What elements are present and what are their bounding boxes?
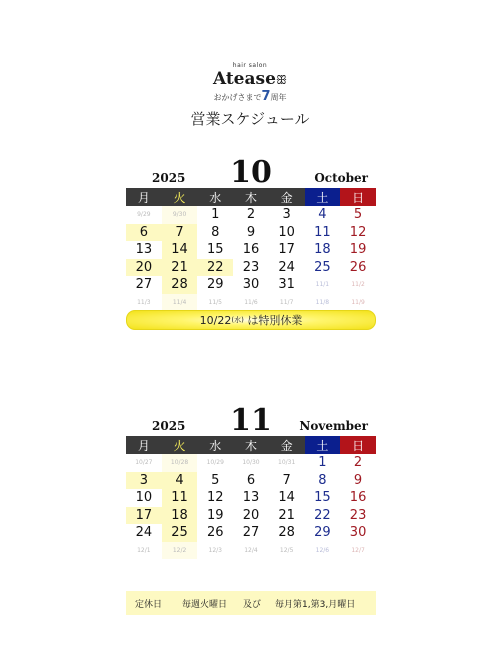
calendar-day: 28 (278, 525, 295, 541)
regular-holiday-note (126, 591, 376, 615)
calendar-day: 5 (211, 472, 220, 488)
calendar-day-closed: 25 (162, 524, 198, 542)
calendar-day: 23 (242, 259, 260, 275)
calendar-grid (126, 206, 376, 311)
calendar-day-closed: 22 (197, 259, 233, 277)
calendar-day: 27 (242, 525, 260, 541)
weekday-header: 金 (269, 436, 305, 454)
calendar-day: 12 (206, 490, 224, 506)
calendar-day: 3 (282, 207, 291, 223)
calendar-day: 4 (318, 207, 327, 223)
calendar-day: 30 (242, 277, 260, 293)
weekday-header: 土 (305, 188, 341, 206)
holiday-label: 定休日 (135, 599, 163, 610)
calendar-day-outside-month: 12/5 (279, 546, 294, 554)
calendar-day: 17 (278, 242, 295, 258)
calendar-day-outside-month: 11/3 (137, 298, 151, 306)
calendar-day: 26 (206, 525, 224, 541)
weekday-header: 火 (162, 188, 198, 206)
page-title: 営業スケジュール (190, 110, 310, 128)
weekday-header: 水 (197, 188, 233, 206)
calendar-day-outside-month: 12/6 (315, 546, 330, 554)
calendar-day-closed: 3 (126, 472, 162, 490)
calendar-day: 19 (206, 507, 224, 523)
calendar-year: 2025 (152, 419, 186, 433)
calendar-day: 27 (135, 277, 153, 293)
weekday-header: 月 (126, 436, 162, 454)
calendar-day: 30 (349, 525, 367, 541)
calendar-day-closed: 28 (162, 276, 198, 294)
calendar-day: 2 (353, 455, 363, 471)
logo-subtext: hair salon (232, 62, 268, 69)
calendar-day-outside-month: 10/31 (278, 459, 296, 467)
logo-ornament-icon: ꕥ (275, 73, 288, 87)
calendar-year: 2025 (152, 171, 186, 185)
calendar-day: 15 (314, 490, 331, 506)
calendar-day-outside-month: 11/7 (279, 298, 294, 306)
weekday-header-row (126, 188, 376, 206)
weekday-header: 木 (233, 436, 269, 454)
calendar-day: 1 (318, 455, 327, 471)
calendar-day: 13 (242, 490, 260, 506)
weekday-header: 月 (126, 188, 162, 206)
weekday-header: 土 (305, 436, 341, 454)
holiday-and: 及び (243, 599, 262, 610)
weekday-header: 木 (233, 188, 269, 206)
calendar-day: 10 (278, 224, 295, 240)
calendar-day-outside-month: 10/30 (242, 459, 260, 467)
weekday-header: 金 (269, 188, 305, 206)
calendar-day: 24 (135, 525, 153, 541)
calendar-day: 9 (246, 224, 256, 240)
calendar-header (126, 156, 376, 188)
calendar-day-outside-month: 12/3 (208, 546, 222, 554)
calendar-day-outside-month: 11/5 (208, 298, 222, 306)
calendar-day-closed: 21 (162, 259, 198, 277)
calendar-day-outside-month: 11/4 (162, 294, 198, 312)
calendar-day: 5 (353, 207, 363, 223)
special-closure-notice (126, 310, 376, 330)
weekday-header-row (126, 436, 376, 454)
calendar-day: 16 (242, 242, 260, 258)
tagline-years: 7 (261, 89, 271, 104)
notice-text: は特別休業 (247, 314, 303, 327)
weekday-header: 水 (197, 436, 233, 454)
calendar-grid (126, 454, 376, 559)
calendar-day: 8 (211, 224, 220, 240)
calendar-day-outside-month: 11/1 (315, 281, 330, 289)
logo-name-text: Atease (212, 69, 276, 89)
calendar-day: 23 (349, 507, 367, 523)
calendar-day: 29 (314, 525, 331, 541)
calendar-month-name: November (299, 419, 368, 433)
calendar-day-outside-month: 11/8 (315, 298, 330, 306)
calendar-day-closed: 4 (162, 472, 198, 490)
tagline-after: 周年 (270, 93, 287, 102)
calendar-day: 8 (318, 472, 327, 488)
calendar-november (126, 404, 376, 559)
calendar-day: 22 (314, 507, 331, 523)
calendar-october (126, 156, 376, 311)
weekday-header: 火 (162, 436, 198, 454)
calendar-day-closed: 18 (162, 507, 198, 525)
weekday-header: 日 (340, 436, 376, 454)
calendar-header (126, 404, 376, 436)
calendar-day-outside-month: 9/30 (162, 206, 198, 224)
notice-weekday: (水) (231, 316, 244, 324)
calendar-day-outside-month: 12/7 (351, 546, 365, 554)
calendar-day: 11 (314, 224, 331, 240)
salon-logo (0, 62, 500, 105)
calendar-day: 20 (242, 507, 260, 523)
calendar-day-outside-month: 12/2 (162, 542, 198, 560)
anniversary-tagline (0, 90, 500, 105)
calendar-day: 16 (349, 490, 367, 506)
calendar-day: 13 (135, 242, 153, 258)
calendar-day: 19 (349, 242, 367, 258)
calendar-day-outside-month: 10/29 (206, 459, 224, 467)
calendar-day: 2 (246, 207, 256, 223)
calendar-day-outside-month: 11/2 (351, 281, 365, 289)
calendar-day-outside-month: 12/1 (137, 546, 151, 554)
calendar-day-closed: 7 (162, 224, 198, 242)
calendar-day: 29 (206, 277, 224, 293)
weekday-header: 日 (340, 188, 376, 206)
tagline-before: おかげさまで (213, 93, 262, 102)
calendar-day-closed: 20 (126, 259, 162, 277)
holiday-monthly: 毎月第1,第3,月曜日 (275, 599, 356, 610)
calendar-day-closed: 14 (162, 241, 198, 259)
calendar-day: 9 (353, 472, 363, 488)
calendar-day: 21 (278, 507, 295, 523)
calendar-day-closed: 17 (126, 507, 162, 525)
calendar-day-outside-month: 10/28 (162, 454, 198, 472)
calendar-day: 6 (246, 472, 256, 488)
calendar-day: 12 (349, 224, 367, 240)
calendar-day-closed: 11 (162, 489, 198, 507)
calendar-day-outside-month: 12/4 (244, 546, 258, 554)
calendar-day: 14 (278, 490, 295, 506)
calendar-month-number: 10 (230, 155, 272, 190)
calendar-day-outside-month: 10/27 (135, 459, 153, 467)
calendar-day: 15 (206, 242, 224, 258)
calendar-day: 18 (314, 242, 331, 258)
calendar-day: 1 (211, 207, 220, 223)
calendar-day: 31 (278, 277, 295, 293)
calendar-day: 25 (314, 259, 331, 275)
calendar-month-name: October (314, 171, 368, 185)
calendar-day: 10 (135, 490, 153, 506)
calendar-day: 26 (349, 259, 367, 275)
calendar-day: 24 (278, 259, 295, 275)
notice-date: 10/22 (199, 313, 232, 327)
logo-name (0, 70, 500, 89)
calendar-day-closed: 6 (126, 224, 162, 242)
calendar-day: 7 (282, 472, 291, 488)
calendar-day-outside-month: 9/29 (137, 211, 151, 219)
calendar-day-outside-month: 11/9 (351, 298, 365, 306)
holiday-weekly: 毎週火曜日 (182, 599, 228, 610)
calendar-day-outside-month: 11/6 (244, 298, 258, 306)
calendar-month-number: 11 (230, 403, 272, 438)
